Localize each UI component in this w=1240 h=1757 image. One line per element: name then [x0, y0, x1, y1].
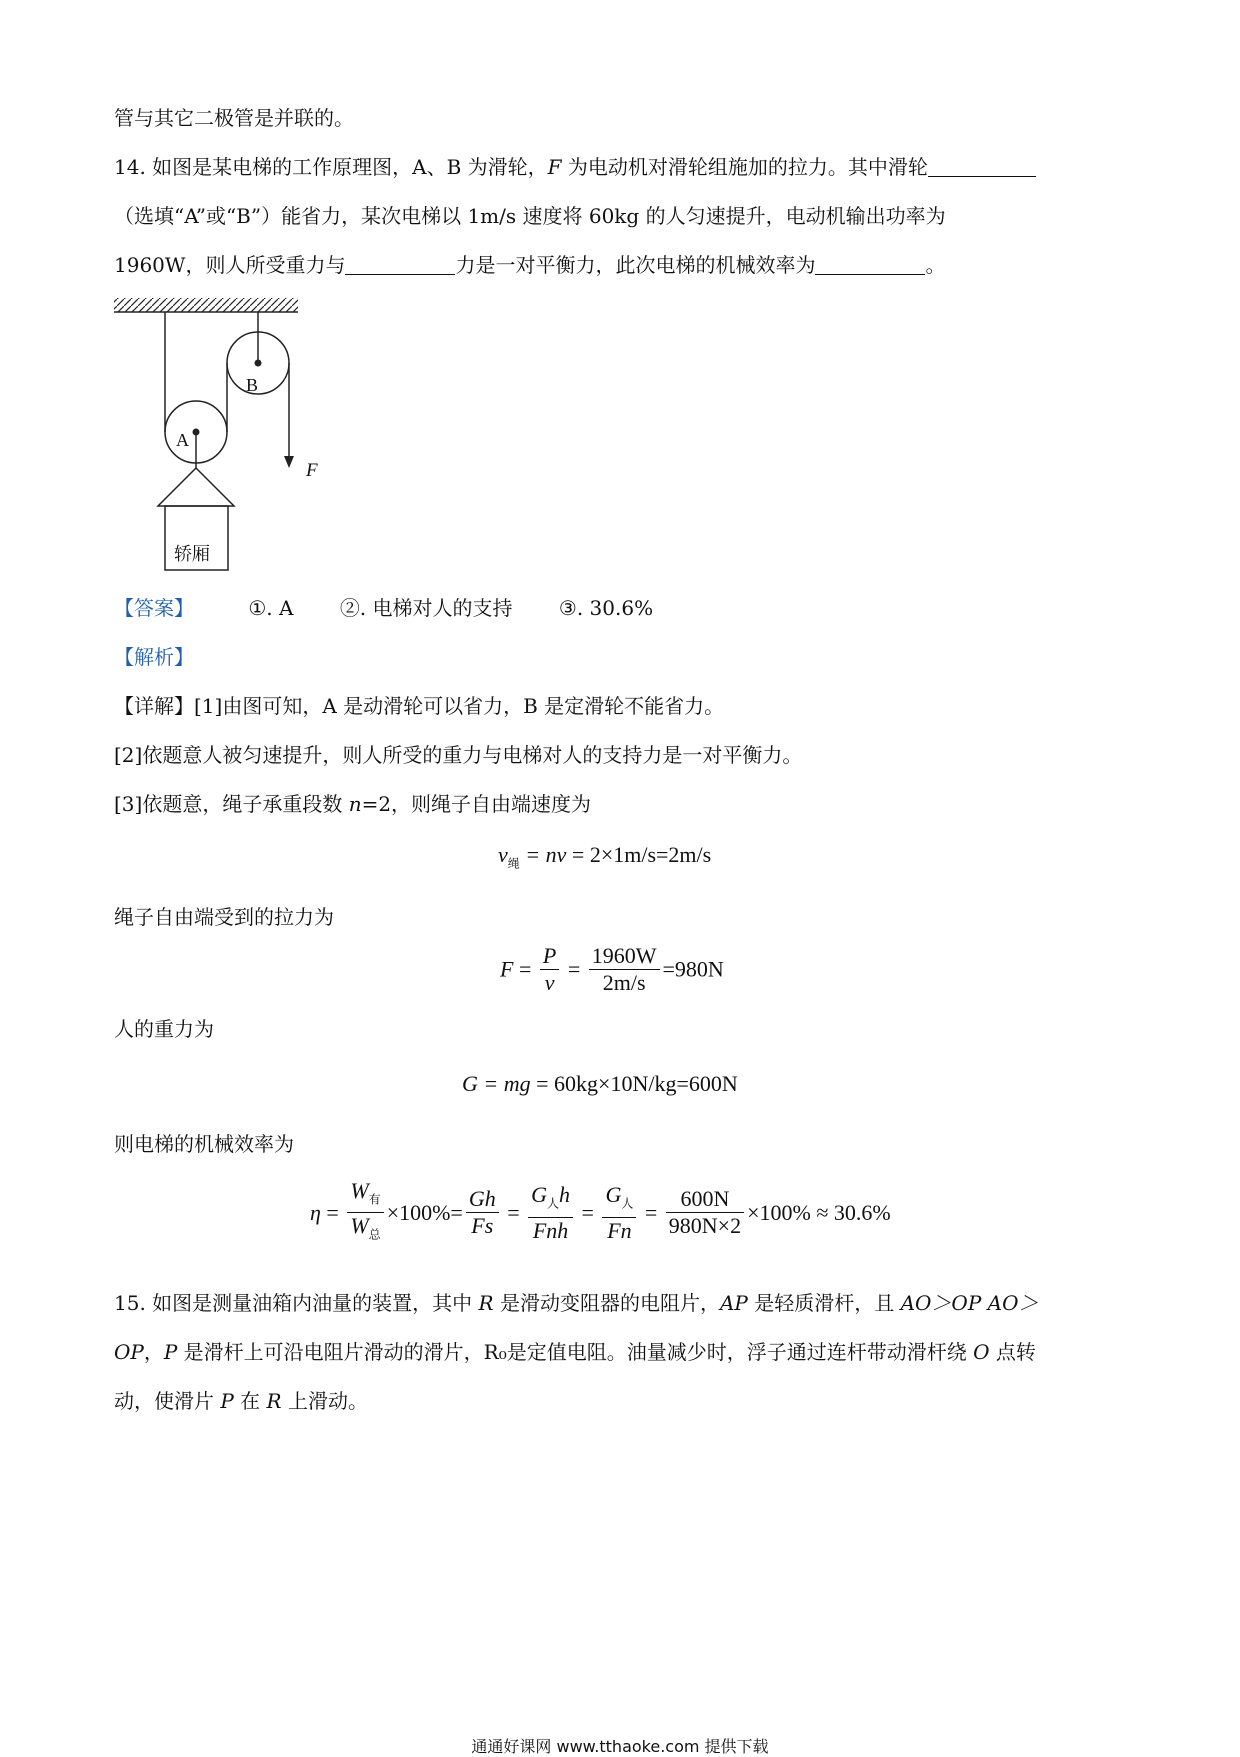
f2-frac-pv [540, 943, 559, 996]
f3-eq: = m [477, 1071, 520, 1096]
f4-980: 980N×2 [668, 1213, 742, 1239]
footer-source: 通通好课网 www.tthaoke.com 提供下载 [471, 1737, 769, 1756]
f2-res: =980N [662, 956, 724, 982]
f3-G: G [462, 1071, 478, 1096]
answer-line [114, 594, 653, 622]
question-14-line-3 [114, 251, 945, 279]
f2-v: v [544, 970, 555, 995]
f4-Gh: Gh [468, 1186, 496, 1212]
f4-frac-gren [602, 1182, 636, 1243]
force-intro-line [114, 903, 334, 931]
f4-W: W [350, 1213, 369, 1239]
q15-P: P [220, 1389, 234, 1413]
f1-v: v [498, 842, 508, 867]
answer-2: ②. 电梯对人的支持 [339, 596, 513, 620]
f2-eq: = [562, 956, 586, 982]
f4-frac-values [666, 1186, 744, 1239]
f4-sub-zong: 总 [368, 1227, 381, 1242]
answer-tag: 【答案】 [114, 596, 194, 620]
q15-ineq: AO＞OP AO＞ [900, 1291, 1039, 1315]
f1-sub: 绳 [507, 856, 520, 871]
f4-G: G [531, 1182, 548, 1208]
f4-h: h [559, 1182, 571, 1208]
f1-v2: v [556, 842, 567, 867]
f3-g: g [519, 1071, 531, 1096]
f4-sub-you: 有 [368, 1192, 381, 1207]
detail-line-1 [114, 692, 724, 720]
q15-text: 是轻质滑杆，且 [747, 1291, 901, 1315]
f4-tail: ×100% ≈ 30.6% [747, 1199, 891, 1225]
force-arrow [284, 456, 294, 468]
text-continued: 管与其它二极管是并联的。 [114, 106, 354, 130]
eff-intro-line [114, 1130, 294, 1158]
f2-F: F [500, 956, 514, 982]
question-15-line-1 [114, 1289, 1038, 1317]
answer-blank-1[interactable] [928, 154, 1036, 177]
answer-1: ①. A [248, 596, 294, 620]
f2-den: 2m/s [602, 970, 646, 995]
f4-eta: η [310, 1199, 321, 1225]
label-car: 轿厢 [174, 544, 210, 565]
eff-intro: 则电梯的机械效率为 [114, 1132, 294, 1156]
question-15-line-2 [114, 1338, 1036, 1366]
answer-3: ③. 30.6% [558, 596, 654, 620]
formula-efficiency: η = $\frac{W_有}{W_总}$ ×100%= $\frac{Gh}{Fs}$ = $\frac{G_人h}{\text{Fnh}}$ = $\frac{G_人}{Fn}$ = $\frac{600N}{980N\times 2}$ ×100% ≈ 30.6% [310, 1178, 891, 1248]
q15-text: 动，使滑片 [114, 1389, 221, 1413]
detail-line-2 [114, 741, 802, 769]
f4-frac-w [347, 1178, 383, 1248]
f2-num: 1960W [589, 943, 660, 970]
gravity-intro: 人的重力为 [114, 1017, 214, 1041]
q15-O: O [973, 1340, 990, 1364]
q15-AP: AP [719, 1291, 748, 1315]
formula-rope-speed [498, 842, 711, 871]
f4-W: W [350, 1178, 369, 1203]
f4-G: G [605, 1182, 622, 1208]
formula-gravity [462, 1071, 738, 1097]
text-line-0 [114, 104, 354, 132]
q14-text: 14. 如图是某电梯的工作原理图，A、B 为滑轮， [114, 155, 548, 179]
detail-tag: 【详解】 [114, 694, 194, 718]
pulley-diagram [110, 292, 310, 582]
question-15-line-3 [114, 1387, 368, 1415]
q15-R: R [478, 1291, 494, 1315]
label-a: A [176, 430, 189, 450]
f4-pct: ×100%= [386, 1199, 463, 1225]
label-b: B [246, 375, 259, 395]
detail-text: [1]由图可知，A 是动滑轮可以省力，B 是定滑轮不能省力。 [194, 694, 725, 718]
f4-frac-ghfs [466, 1186, 499, 1239]
q15-P: P [163, 1340, 178, 1364]
detail-text: [2]依题意人被匀速提升，则人所受的重力与电梯对人的支持力是一对平衡力。 [114, 743, 803, 767]
force-symbol: F [547, 155, 562, 179]
f4-Fs: Fs [471, 1213, 494, 1239]
force-intro: 绳子自由端受到的拉力为 [114, 905, 334, 929]
question-14-line-2 [114, 202, 946, 230]
detail-line-3 [114, 790, 591, 818]
gravity-intro-line [114, 1015, 214, 1043]
q15-text: 15. 如图是测量油箱内油量的装置，其中 [114, 1291, 479, 1315]
answer-blank-3[interactable] [815, 252, 925, 275]
q15-text: 上滑动。 [281, 1389, 368, 1413]
q15-OP: OP [114, 1340, 144, 1364]
q15-text: ， [143, 1340, 164, 1364]
detail-text: [3]依题意，绳子承重段数 [114, 792, 349, 816]
f1-part: = 2×1m/s=2m/s [566, 842, 712, 867]
f4-600: 600N [666, 1186, 744, 1213]
q14-text: 力是一对平衡力，此次电梯的机械效率为 [455, 253, 816, 277]
question-14-line-1 [114, 153, 1036, 181]
q15-text: 是滑杆上可沿电阻片滑动的滑片，R₀是定值电阻。油量减少时，浮子通过连杆带动滑杆绕 [177, 1340, 974, 1364]
q15-R: R [266, 1389, 282, 1413]
n-symbol: n [348, 792, 362, 816]
q14-text: 。 [925, 253, 946, 277]
f4-sub-ren: 人 [547, 1196, 560, 1211]
f2-frac-values [589, 943, 660, 996]
f1-part: = n [519, 842, 557, 867]
q14-text: （选填“A”或“B”）能省力，某次电梯以 1m/s 速度将 60kg 的人匀速提升，电动机输出功率为 [114, 204, 946, 228]
answer-blank-2[interactable] [345, 252, 455, 275]
formula-force [500, 943, 724, 996]
f3-res: = 60kg×10N/kg=600N [530, 1071, 738, 1096]
ceiling [114, 298, 298, 312]
car-hanger [158, 468, 234, 506]
analysis-tag: 【解析】 [114, 645, 194, 669]
analysis-tag-line [114, 643, 194, 671]
q15-text: 是滑动变阻器的电阻片， [493, 1291, 720, 1315]
q15-text: 点转 [989, 1340, 1036, 1364]
f4-Fnh: Fnh [532, 1217, 569, 1243]
label-f-text: F [306, 460, 318, 481]
f2-P: P [542, 943, 557, 968]
q15-text: 在 [233, 1389, 267, 1413]
q14-text: 1960W，则人所受重力与 [114, 253, 346, 277]
f4-sub-ren: 人 [621, 1196, 634, 1211]
f4-frac-gren-h [528, 1182, 573, 1243]
f2-eq: = [513, 956, 537, 982]
f4-Fn: Fn [607, 1217, 632, 1243]
detail-text: =2，则绳子自由端速度为 [361, 792, 592, 816]
q14-text: 为电动机对滑轮组施加的拉力。其中滑轮 [561, 155, 928, 179]
